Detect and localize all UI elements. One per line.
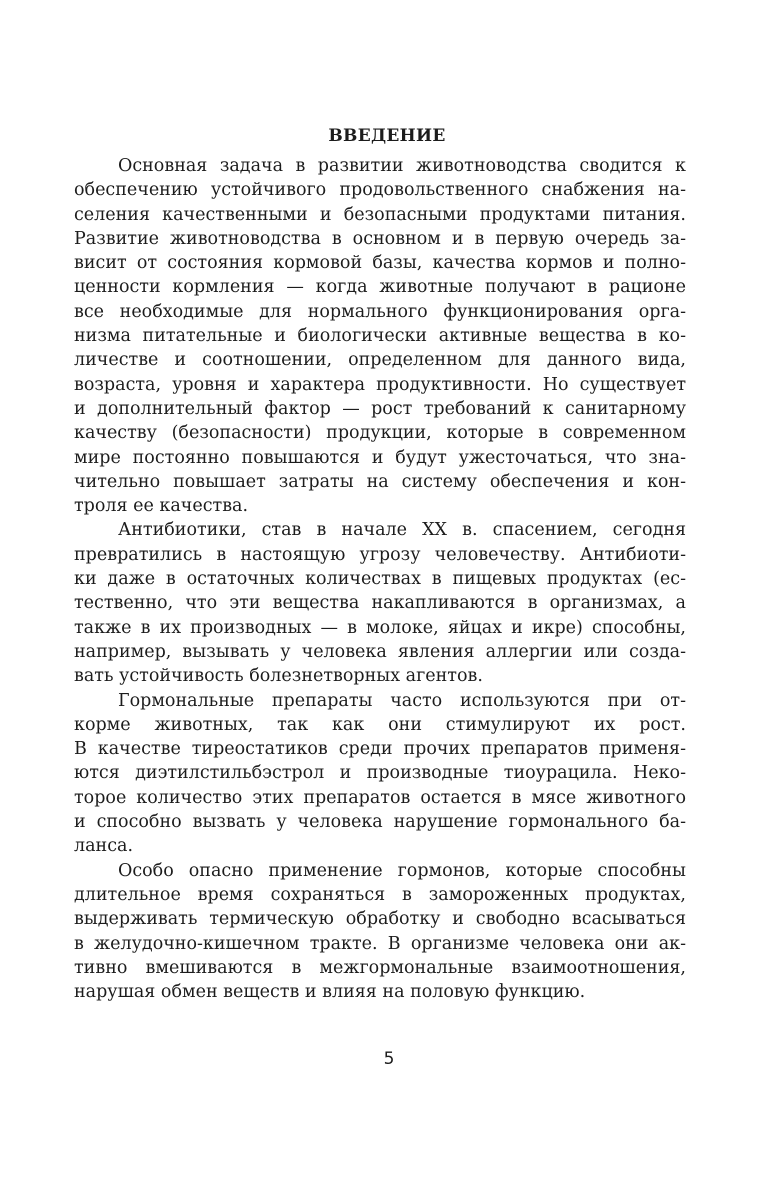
text-line: возраста, уровня и характера продуктивности. Но существует bbox=[74, 374, 686, 395]
text-line: и способно вызвать у человека нарушение гормонального ба- bbox=[74, 812, 686, 833]
paragraph bbox=[74, 859, 686, 1005]
text-line: тивно вмешиваются в межгормональные взаимоотношения, bbox=[74, 957, 686, 978]
text-line: торое количество этих препаратов остается в мясе животного bbox=[74, 787, 686, 808]
body-text bbox=[74, 154, 686, 1004]
text-line: нарушая обмен веществ и влияя на половую функцию. bbox=[74, 982, 586, 1003]
paragraph bbox=[74, 518, 686, 688]
text-line: корме животных, так как они стимулируют их рост. bbox=[74, 714, 686, 735]
text-line: ки даже в остаточных количествах в пищевых продуктах (ес- bbox=[74, 569, 686, 590]
text-line: ланса. bbox=[74, 836, 134, 857]
text-line: Развитие животноводства в основном и в первую очередь за- bbox=[74, 228, 686, 249]
text-line: мире постоянно повышаются и будут ужесточаться, что зна- bbox=[74, 447, 686, 468]
text-line: тественно, что эти вещества накапливаются в организмах, а bbox=[74, 593, 686, 614]
text-line: ценности кормления — когда животные получают в рационе bbox=[74, 277, 686, 298]
text-line: и дополнительный фактор — рост требований к санитарному bbox=[74, 398, 686, 419]
text-line: обеспечению устойчивого продовольственного снабжения на- bbox=[74, 180, 686, 201]
text-line: Особо опасно применение гормонов, которые способны bbox=[118, 860, 686, 881]
text-line: селения качественными и безопасными продуктами питания. bbox=[74, 204, 686, 225]
text-line: висит от состояния кормовой базы, качества кормов и полно- bbox=[74, 253, 686, 274]
page-title: ВВЕДЕНИЕ bbox=[328, 126, 446, 146]
text-line: длительное время сохраняться в замороженных продуктах, bbox=[74, 884, 686, 905]
text-line: превратились в настоящую угрозу человечеству. Антибиоти- bbox=[74, 544, 686, 565]
text-line: выдерживать термическую обработку и свободно всасываться bbox=[74, 909, 686, 930]
text-line: ются диэтилстильбэстрол и производные тиоурацила. Неко- bbox=[74, 763, 686, 784]
text-line: В качестве тиреостатиков среди прочих препаратов применя- bbox=[74, 739, 686, 760]
text-line: качеству (безопасности) продукции, которые в современном bbox=[74, 423, 686, 444]
text-line: все необходимые для нормального функционирования орга- bbox=[74, 301, 686, 322]
text-line: вать устойчивость болезнетворных агентов. bbox=[74, 666, 483, 687]
page-number: 5 bbox=[383, 1049, 395, 1069]
text-line: троля ее качества. bbox=[74, 496, 249, 517]
text-line: низма питательные и биологически активные вещества в ко- bbox=[74, 326, 686, 347]
text-line: Основная задача в развитии животноводства сводится к bbox=[118, 156, 686, 176]
text-line: например, вызывать у человека явления аллергии или созда- bbox=[74, 641, 686, 662]
paragraph bbox=[74, 689, 686, 859]
text-line: также в их производных — в молоке, яйцах и икре) способны, bbox=[74, 617, 686, 638]
text-line: личестве и соотношении, определенном для данного вида, bbox=[74, 350, 686, 371]
text-line: Антибиотики, став в начале XX в. спасением, сегодня bbox=[118, 520, 686, 541]
text-line: чительно повышает затраты на систему обеспечения и кон- bbox=[74, 471, 686, 492]
text-line: Гормональные препараты часто используются при от- bbox=[118, 690, 686, 711]
paragraph bbox=[74, 154, 686, 518]
text-line: в желудочно-кишечном тракте. В организме человека они ак- bbox=[74, 933, 686, 954]
